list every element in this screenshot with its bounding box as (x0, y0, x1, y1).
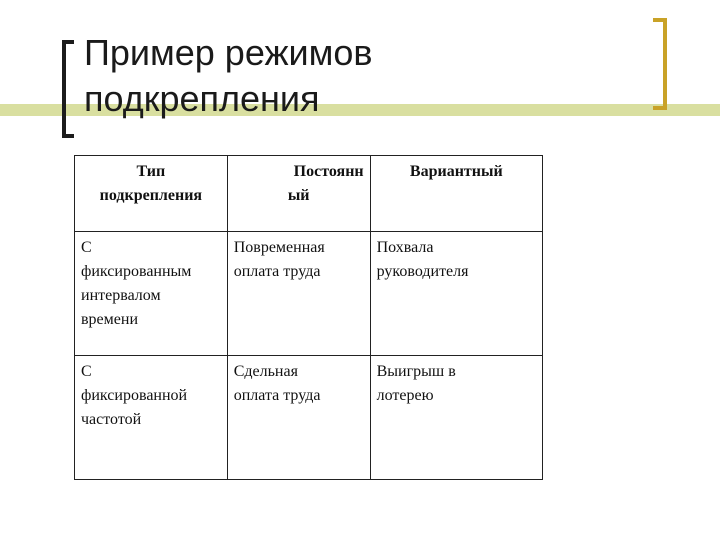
cell-type (75, 356, 228, 480)
header-variant (370, 156, 542, 232)
cell-type (75, 232, 228, 356)
cell-line: Сдельная (233, 363, 298, 380)
reinforcement-modes-table (74, 155, 543, 480)
cell-line: частотой (81, 411, 142, 428)
slide-title (84, 30, 624, 122)
header-variant-text: Вариантный (409, 163, 503, 180)
cell-line: Похвала (376, 239, 434, 256)
header-type (75, 156, 228, 232)
cell-line: руководителя (376, 263, 469, 280)
cell-line: фиксированным (81, 263, 192, 280)
cell-line: оплата труда (233, 387, 321, 404)
cell-line: С (81, 363, 92, 380)
slide-title-line-1: Пример режимов (84, 32, 373, 73)
header-constant-line-1: Постоянн (293, 163, 364, 180)
right-bracket-decoration (653, 18, 667, 110)
cell-line: Выигрыш в (376, 363, 456, 380)
cell-line: Повременная (233, 239, 325, 256)
cell-line: интервалом (81, 287, 161, 304)
header-type-line-1: Тип (136, 163, 166, 180)
cell-line: С (81, 239, 92, 256)
cell-constant (227, 356, 370, 480)
cell-line: лотерею (376, 387, 434, 404)
table-row (75, 356, 543, 480)
left-bracket-decoration (62, 40, 74, 138)
table-header-row (75, 156, 543, 232)
cell-line: оплата труда (233, 263, 321, 280)
cell-line: времени (81, 311, 139, 328)
cell-variant (370, 356, 542, 480)
header-type-line-2: подкрепления (99, 187, 203, 204)
header-constant-line-2: ый (287, 187, 310, 204)
cell-variant (370, 232, 542, 356)
slide-title-line-2: подкрепления (84, 78, 320, 119)
table-row (75, 232, 543, 356)
header-constant (227, 156, 370, 232)
cell-line: фиксированной (81, 387, 188, 404)
cell-constant (227, 232, 370, 356)
